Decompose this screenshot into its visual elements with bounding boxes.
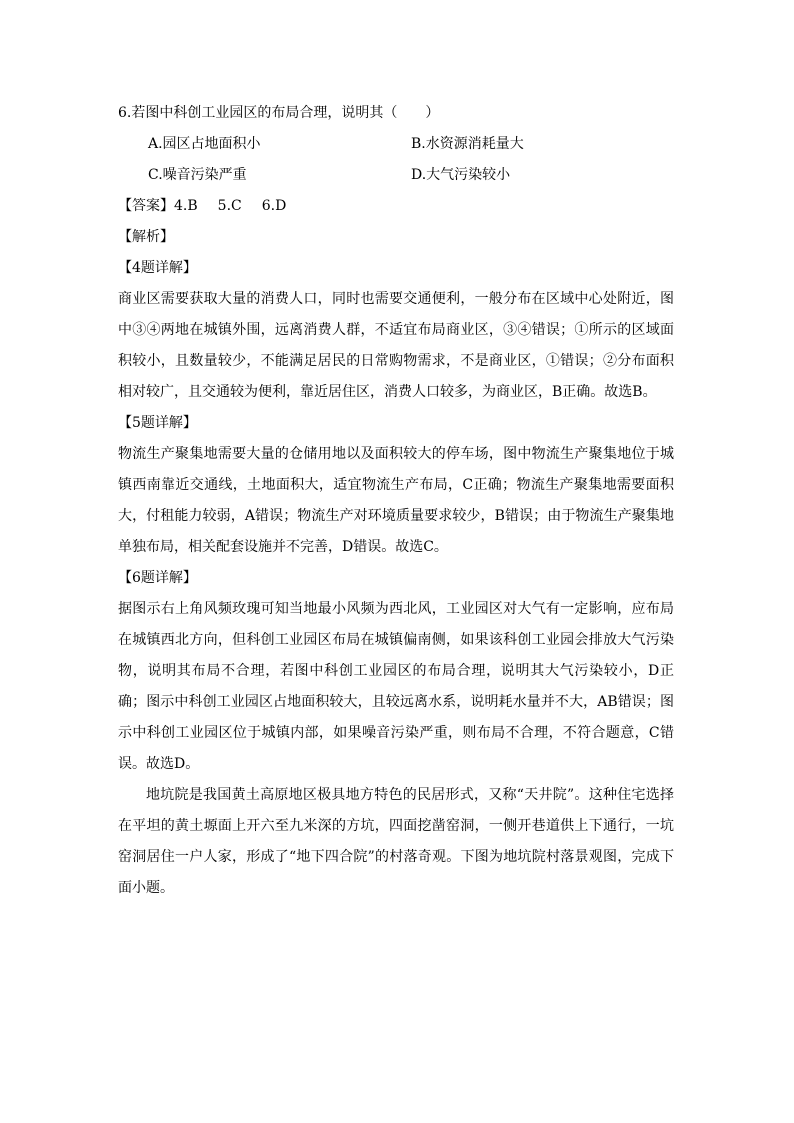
- question-6-options: [118, 129, 674, 191]
- detail-4-heading: 【4题详解】: [118, 260, 197, 276]
- answer-item: 4.B: [174, 198, 198, 214]
- detail-5-body: 物流生产聚集地需要大量的仓储用地以及面积较大的停车场，图中物流生产聚集地位于城镇西南靠近交通线，土地面积大，适宜物流生产布局，C正确；物流生产聚集地需要面积大，付租能力较弱，A错误；物流生产对环境质量要求较少，B错误；由于物流生产聚集地单独布局，相关配套设施并不完善，D错误。故选C。: [118, 446, 674, 555]
- option-b: B.水资源消耗量大: [411, 136, 524, 152]
- answer-item: 5.C: [217, 198, 242, 214]
- answer-line: [118, 191, 674, 222]
- option-d: D.大气污染较小: [411, 167, 511, 183]
- analysis-heading: 【解析】: [118, 229, 174, 245]
- option-a: A.园区占地面积小: [148, 136, 261, 152]
- question-6-stem: 6.若图中科创工业园区的布局合理，说明其（ ）: [118, 105, 440, 121]
- detail-6-body: 据图示右上角风频玫瑰可知当地最小风频为西北风，工业园区对大气有一定影响，应布局在城镇西北方向，但科创工业园区布局在城镇偏南侧，如果该科创工业园会排放大气污染物，说明其布局不合理，若图中科创工业园区的布局合理，说明其大气污染较小，D正确；图示中科创工业园区占地面积较大，且较远离水系，说明耗水量并不大，AB错误；图示中科创工业园区位于城镇内部，如果噪音污染严重，则布局不合理，不符合题意，C错误。故选D。: [118, 601, 674, 772]
- option-c: C.噪音污染严重: [148, 167, 247, 183]
- detail-4-body: 商业区需要获取大量的消费人口，同时也需要交通便利，一般分布在区域中心处附近，图中③④两地在城镇外围，远离消费人群，不适宜布局商业区，③④错误；①所示的区域面积较小，且数量较少，不能满足居民的日常购物需求，不是商业区，①错误；②分布面积相对较广，且交通较为便利，靠近居住区，消费人口较多，为商业区，B正确。故选B。: [118, 291, 674, 400]
- detail-5-heading: 【5题详解】: [118, 415, 197, 431]
- document-content: [118, 98, 674, 904]
- detail-6-heading: 【6题详解】: [118, 570, 197, 586]
- options-row-1: [148, 129, 674, 160]
- intro-paragraph: 地坑院是我国黄土高原地区极具地方特色的民居形式，又称“天井院”。这种住宅选择在平坦的黄土塬面上开六至九米深的方坑，四面挖凿窑洞，一侧开巷道供上下通行，一坑窑洞居住一户人家，形成了“地下四合院”的村落奇观。下图为地坑院村落景观图，完成下面小题。: [118, 787, 674, 896]
- answer-label: 【答案】: [118, 198, 174, 214]
- options-row-2: [148, 160, 674, 191]
- answer-item: 6.D: [261, 198, 287, 214]
